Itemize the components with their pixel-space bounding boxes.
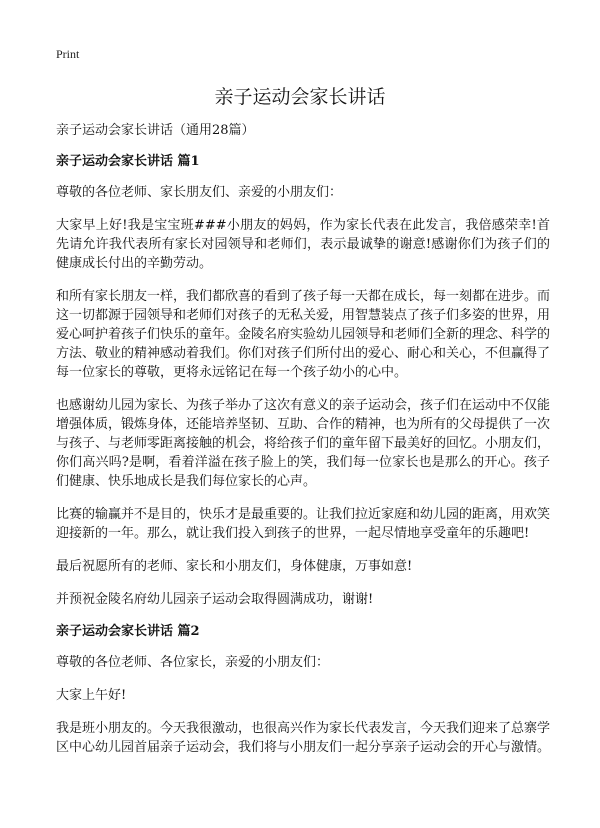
document-body [56,122,550,771]
paragraph: 最后祝愿所有的老师、家长和小朋友们，身体健康，万事如意! [56,559,413,574]
section-heading-2: 亲子运动会家长讲话 篇2 [56,624,200,639]
paragraph: 并预祝金陵名府幼儿园亲子运动会取得圆满成功，谢谢! [56,592,374,607]
paragraph: 我是班小朋友的。今天我很激动，也很高兴作为家长代表发言，今天我们迎来了总寨学区中心幼儿园首届亲子运动会，我们将与小朋友们一起分享亲子运动会的开心与激情。 [56,721,551,755]
paragraph: 也感谢幼儿园为家长、为孩子举办了这次有意义的亲子运动会，孩子们在运动中不仅能增强体质，锻炼身体，还能培养坚韧、互助、合作的精神，也为所有的父母提供了一次与孩子、与老师零距离接触的机会，将给孩子们的童年留下最美好的回忆。小朋友们，你们高兴吗?是啊，看着洋溢在孩子脸上的笑，我们每一位家长也是那么的开心。孩子们健康、快乐地成长是我们每位家长的心声。 [56,398,551,489]
paragraph: 和所有家长朋友一样，我们都欣喜的看到了孩子每一天都在成长，每一刻都在进步。而这一切都源于园领导和老师们对孩子的无私关爱，用智慧装点了孩子们多姿的世界，用爱心呵护着孩子们快乐的童年。金陵名府实验幼儿园领导和老师们全新的理念、科学的方法、敬业的精神感动着我们。你们对孩子们所付出的爱心、耐心和关心，不但赢得了每一位家长的尊敬，更将永远铭记在每一个孩子幼小的心中。 [56,289,551,380]
print-link[interactable]: Print [56,47,80,61]
document-subtitle: 亲子运动会家长讲话（通用28篇） [56,123,255,138]
paragraph: 比赛的输赢并不是目的，快乐才是最重要的。让我们拉近家庭和幼儿园的距离，用欢笑迎接新的一年。那么，就让我们投入到孩子的世界，一起尽情地享受童年的乐趣吧! [56,507,551,541]
section-heading-1: 亲子运动会家长讲话 篇1 [56,154,200,169]
paragraph: 大家上午好! [56,688,127,703]
paragraph: 大家早上好!我是宝宝班###小朋友的妈妈，作为家长代表在此发言，我倍感荣幸!首先请允许我代表所有家长对园领导和老师们，表示最诚挚的谢意!感谢你们为孩子们的健康成长付出的辛勤劳动。 [56,218,550,271]
paragraph: 尊敬的各位老师、家长朋友们、亲爱的小朋友们： [56,185,343,200]
paragraph: 尊敬的各位老师、各位家长，亲爱的小朋友们： [56,655,330,670]
page-title: 亲子运动会家长讲话 [214,86,386,108]
